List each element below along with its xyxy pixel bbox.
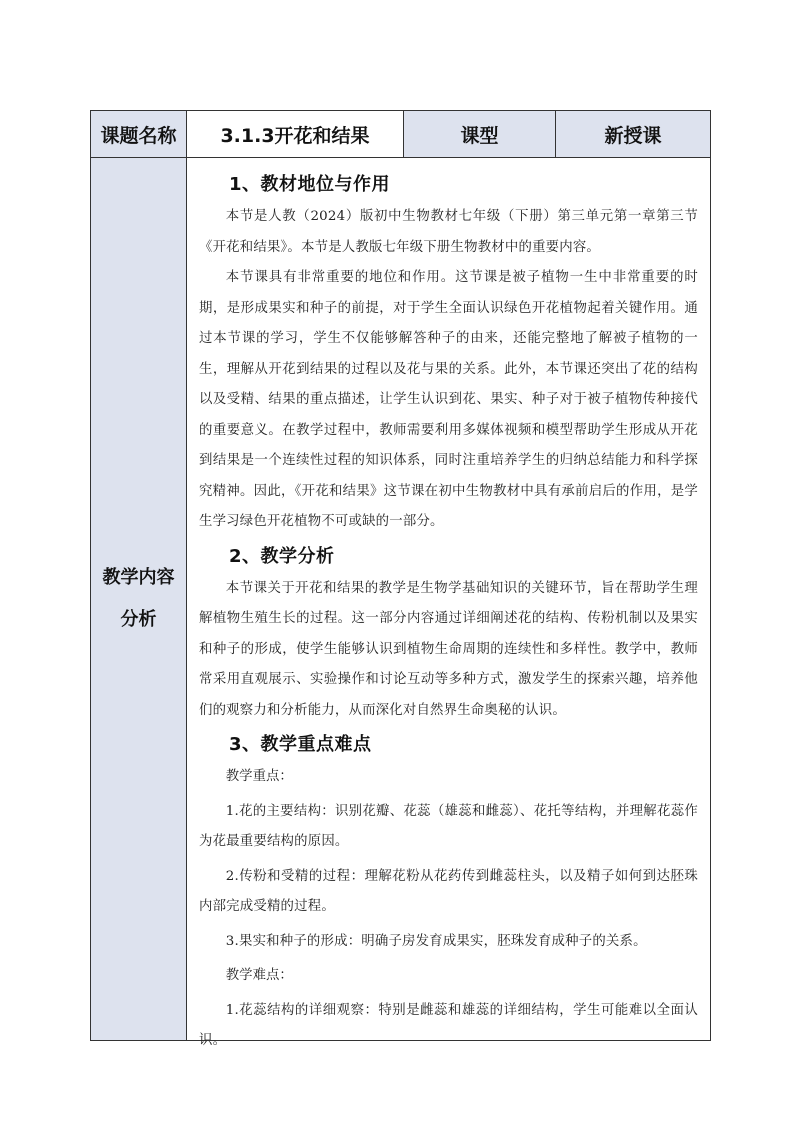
key-point-3: 3.果实和种子的形成：明确子房发育成果实，胚珠发育成种子的关系。	[225, 933, 647, 949]
header-row	[91, 111, 711, 158]
section2-title: 2、教学分析	[229, 545, 335, 567]
section2-paragraph-1: 本节课关于开花和结果的教学是生物学基础知识的关键环节，旨在帮助学生理解植物生殖生长的过程。这一部分内容通过详细阐述花的结构、传粉机制以及果实和种子的形成，使学生能够认识到植物生命周期的连续性和多样性。教学中，教师常采用直观展示、实验操作和讨论互动等多种方式，激发学生的探索兴趣，培养他们的观察力和分析能力，从而深化对自然界生命奥秘的认识。	[199, 580, 698, 718]
content-analysis-label	[91, 158, 187, 1041]
section1-paragraph-2: 本节课具有非常重要的地位和作用。这节课是被子植物一生中非常重要的时期，是形成果实和种子的前提，对于学生全面认识绿色开花植物起着关键作用。通过本节课的学习，学生不仅能够解答种子的由来，还能完整地了解被子植物的一生，理解从开花到结果的过程以及花与果的关系。此外，本节课还突出了花的结构以及受精、结果的重点描述，让学生认识到花、果实、种子对于被子植物传种接代的重要意义。在教学过程中，教师需要利用多媒体视频和模型帮助学生形成从开花到结果是一个连续性过程的知识体系，同时注重培养学生的归纳总结能力和科学探究精神。因此，《开花和结果》这节课在初中生物教材中具有承前启后的作用，是学生学习绿色开花植物不可或缺的一部分。	[199, 270, 698, 529]
difficult-points-label: 教学难点：	[225, 968, 293, 983]
course-name-label: 课题名称	[91, 111, 187, 158]
course-name-value: 3.1.3开花和结果	[187, 111, 404, 158]
difficult-point-1: 1.花蕊结构的详细观察：特别是雌蕊和雄蕊的详细结构，学生可能难以全面认识。	[199, 1002, 698, 1048]
content-analysis-label-line2: 分析	[120, 609, 157, 630]
lesson-type-value: 新授课	[556, 111, 711, 158]
section-textbook-role	[199, 170, 698, 538]
key-point-1: 1.花的主要结构：识别花瓣、花蕊（雄蕊和雌蕊）、花托等结构，并理解花蕊作为花最重要结构的原因。	[199, 803, 698, 849]
content-analysis-label-line1: 教学内容	[102, 567, 175, 588]
section1-paragraph-1: 本节是人教（2024）版初中生物教材七年级（下册）第三单元第一章第三节《开花和结果》。本节是人教版七年级下册生物教材中的重要内容。	[199, 209, 698, 255]
key-points-label: 教学重点：	[225, 769, 293, 784]
content-row	[91, 158, 711, 1041]
section1-title: 1、教材地位与作用	[229, 174, 391, 195]
lesson-plan-table	[90, 110, 711, 1048]
section-key-difficult-points	[199, 730, 698, 1057]
section3-title: 3、教学重点难点	[229, 734, 372, 755]
section-teaching-analysis	[199, 542, 698, 727]
key-point-2: 2.传粉和受精的过程：理解花粉从花药传到雌蕊柱头，以及精子如何到达胚珠内部完成受精的过程。	[199, 868, 698, 914]
content-analysis-body	[187, 158, 711, 1048]
lesson-type-label: 课型	[404, 111, 556, 158]
